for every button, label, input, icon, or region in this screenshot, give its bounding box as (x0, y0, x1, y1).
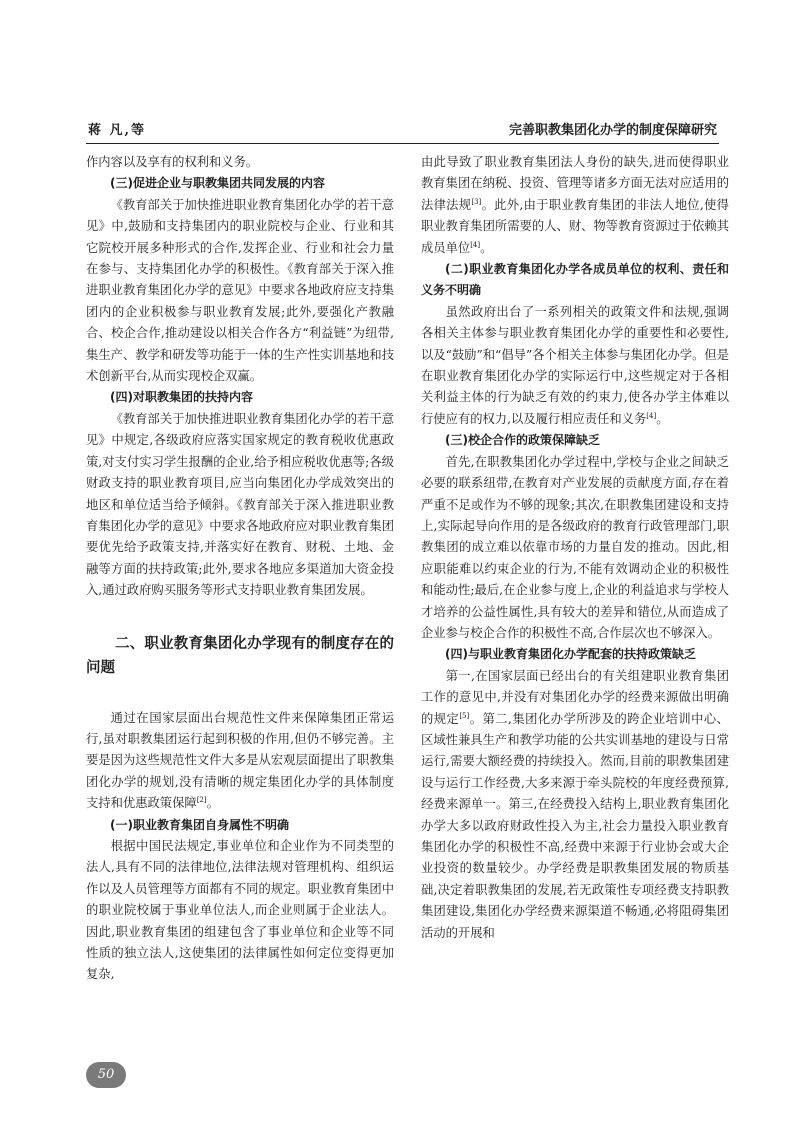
paragraph: 首先,在职教集团化办学过程中,学校与企业之间缺乏必要的联系纽带,在教育对产业发展的贡献度方面,存在着严重不足或作为不够的现象;其次,在职教集团建设和支持上,实际起导向作用的是各级政府的教育行政管理部门,职教集团的成立难以依靠市场的力量自发的推动。因此,相应职能难以约束企业的行为,不能有效调动企业的积极性和能动性;最后,在企业参与度上,企业的利益追求与学校人才培养的公益性属性,具有较大的差异和错位,从而造成了企业参与校企合作的积极性不高,合作层次也不够深入。 (421, 454, 729, 640)
header-title: 完善职教集团化办学的制度保障研究 (508, 123, 717, 138)
paragraph: 作内容以及享有的权利和义务。 (86, 155, 259, 169)
paragraph: 第一,在国家层面已经出台的有关组建职业教育集团工作的意见中,并没有对集团化办学的经费来源做出明确的规定[5]。第二,集团化办学所涉及的跨企业培训中心、区域性兼具生产和教学功能的公共实训基地的建设与日常运行,需要大额经费的持续投入。然而,目前的职教集团建设与运行工作经费,大多来源于牵头院校的年度经费预算,经费来源单一。第三,在经费投入结构上,职业教育集团化办学大多以政府财政性投入为主,社会力量投入职业教育集团化办学的积极性不高,经费中来源于行业协会或大企业投资的数量较少。办学经费是职教集团发展的物质基础,决定着职教集团的发展,若无政策性专项经费支持职教集团建设,集团化办学经费来源渠道不畅通,必将阻碍集团活动的开展和 (421, 668, 729, 940)
citation: [4] (470, 240, 481, 249)
paragraph: 根据中国民法规定,事业单位和企业作为不同类型的法人,具有不同的法律地位,法律法规对管理机构、组织运作以及人员管理等方面都有不同的规定。职业教育集团中的职业院校属于事业单位法人,而企业则属于企业法人。因此,职业教育集团的组建包含了事业单位和企业等不同性质的独立法人,这使集团的法律属性如何定位变得更加复杂, (86, 838, 394, 982)
paragraph: 虽然政府出台了一系列相关的政策文件和法规,强调各相关主体参与职业教育集团化办学的重要性和必要性,以及“鼓励”和“倡导”各个相关主体参与集团化办学。但是在职业教育集团化办学的实际运行中,这些规定对于各相关利益主体的行为缺乏有效的约束力,使各办学主体难以行使应有的权力,以及履行相应责任和义务[4]。 (421, 304, 729, 426)
section-heading: (三)促进企业与职教集团共同发展的内容 (110, 176, 325, 191)
section-heading: 二、职业教育集团化办学现有的制度存在的问题 (86, 635, 394, 676)
section-heading: (四)对职教集团的扶持内容 (110, 390, 253, 405)
right-column (421, 152, 729, 944)
page-number: 50 (86, 1062, 126, 1088)
section-heading: (三)校企合作的政策保障缺乏 (445, 433, 600, 448)
paragraph: 《教育部关于加快推进职业教育集团化办学的若干意见》中规定,各级政府应落实国家规定的教育税收优惠政策,对支付实习学生报酬的企业,给予相应税收优惠等;各级财政支持的职业教育项目,应当向集团化办学成效突出的地区和单位适当给予倾斜。《教育部关于深入推进职业教育集团化办学的意见》中要求各地政府应对职业教育集团要优先给予政策支持,并落实好在教育、财税、土地、金融等方面的扶持政策;此外,要求各地应多渠道加大资金投入,通过政府购买服务等形式支持职业教育集团发展。 (86, 411, 394, 598)
citation: [2] (196, 796, 207, 805)
citation: [4] (646, 411, 657, 420)
section-heading: (四)与职业教育集团化办学配套的扶持政策缺乏 (445, 647, 696, 662)
section-heading: (二)职业教育集团化办学各成员单位的权利、责任和义务不明确 (421, 262, 729, 298)
paragraph: 通过在国家层面出台规范性文件来保障集团正常运行,虽对职教集团运行起到积极的作用,但仍不够完善。主要是因为这些规范性文件大多是从宏观层面提出了职教集团化办学的规划,没有清晰的规定集团化办学的具体制度支持和优惠政策保障[2]。 (86, 710, 394, 811)
left-column (86, 152, 394, 986)
citation: [5] (459, 711, 470, 720)
header-authors: 蒋 凡,等 (88, 123, 147, 138)
running-header (86, 113, 719, 144)
citation: [3] (471, 197, 482, 206)
paragraph: 《教育部关于加快推进职业教育集团化办学的若干意见》中,鼓励和支持集团内的职业院校与企业、行业和其它院校开展多种形式的合作,发挥企业、行业和社会力量在参与、支持集团化办学的积极性。《教育部关于深入推进职业教育集团化办学的意见》中要求各地政府应支持集团内的企业积极参与职业教育发展;此外,要强化产教融合、校企合作,推动建设以相关合作各方“利益链”为纽带,集生产、教学和研发等功能于一体的生产性实训基地和技术创新平台,从而实现校企双赢。 (86, 197, 394, 384)
paragraph: 由此导致了职业教育集团法人身份的缺失,进而使得职业教育集团在纳税、投资、管理等诸多方面无法对应适用的法律法规[3]。此外,由于职业教育集团的非法人地位,使得职业教育集团所需要的人、财、物等教育资源过于依赖其成员单位[4]。 (421, 155, 729, 255)
section-heading: (一)职业教育集团自身属性不明确 (110, 817, 289, 832)
